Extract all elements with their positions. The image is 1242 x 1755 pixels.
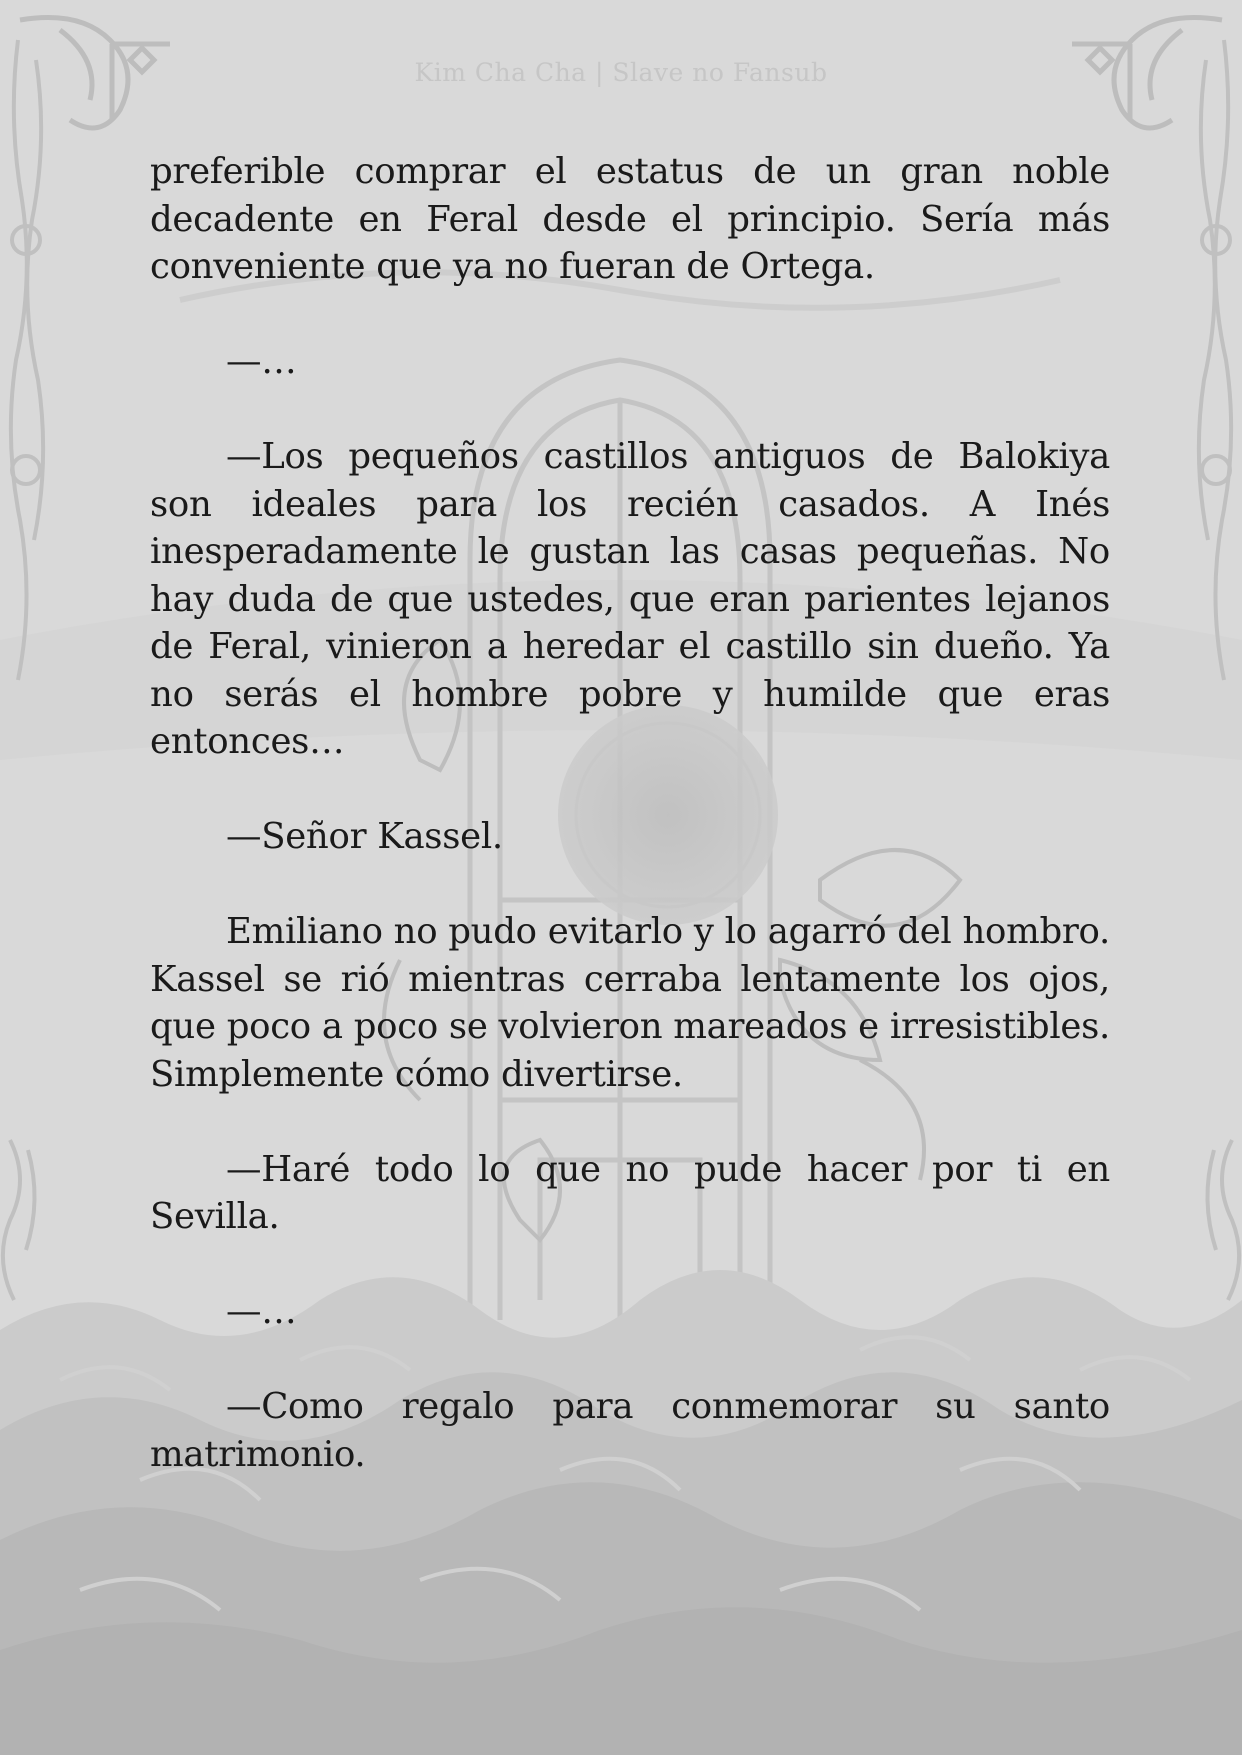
paragraph: —Señor Kassel. bbox=[226, 816, 503, 857]
paragraph: preferible comprar el estatus de un gran noble decadente en Feral desde el principio. Sería más conveniente que ya no fueran de Ortega. bbox=[150, 151, 1110, 287]
header-credit: Kim Cha Cha | Slave no Fansub bbox=[414, 58, 828, 87]
paragraph: —… bbox=[226, 341, 297, 382]
paragraph: —… bbox=[226, 1291, 297, 1332]
paragraph: —Haré todo lo que no pude hacer por ti en Sevilla. bbox=[150, 1148, 1110, 1237]
body-text bbox=[150, 148, 1110, 1526]
paragraph: —Como regalo para conmemorar su santo matrimonio. bbox=[150, 1386, 1110, 1475]
paragraph: Emiliano no pudo evitarlo y lo agarró del hombro. Kassel se rió mientras cerraba lentamente los ojos, que poco a poco se volvieron mareados e irresistibles. Simplemente cómo divertirse. bbox=[150, 911, 1110, 1095]
paragraph: —Los pequeños castillos antiguos de Balokiya son ideales para los recién casados. A Inés inesperadamente le gustan las casas pequeñas. No hay duda de que ustedes, que eran parientes lejanos de Feral, vinieron a heredar el castillo sin dueño. Ya no serás el hombre pobre y humilde que eras entonces… bbox=[150, 436, 1110, 762]
